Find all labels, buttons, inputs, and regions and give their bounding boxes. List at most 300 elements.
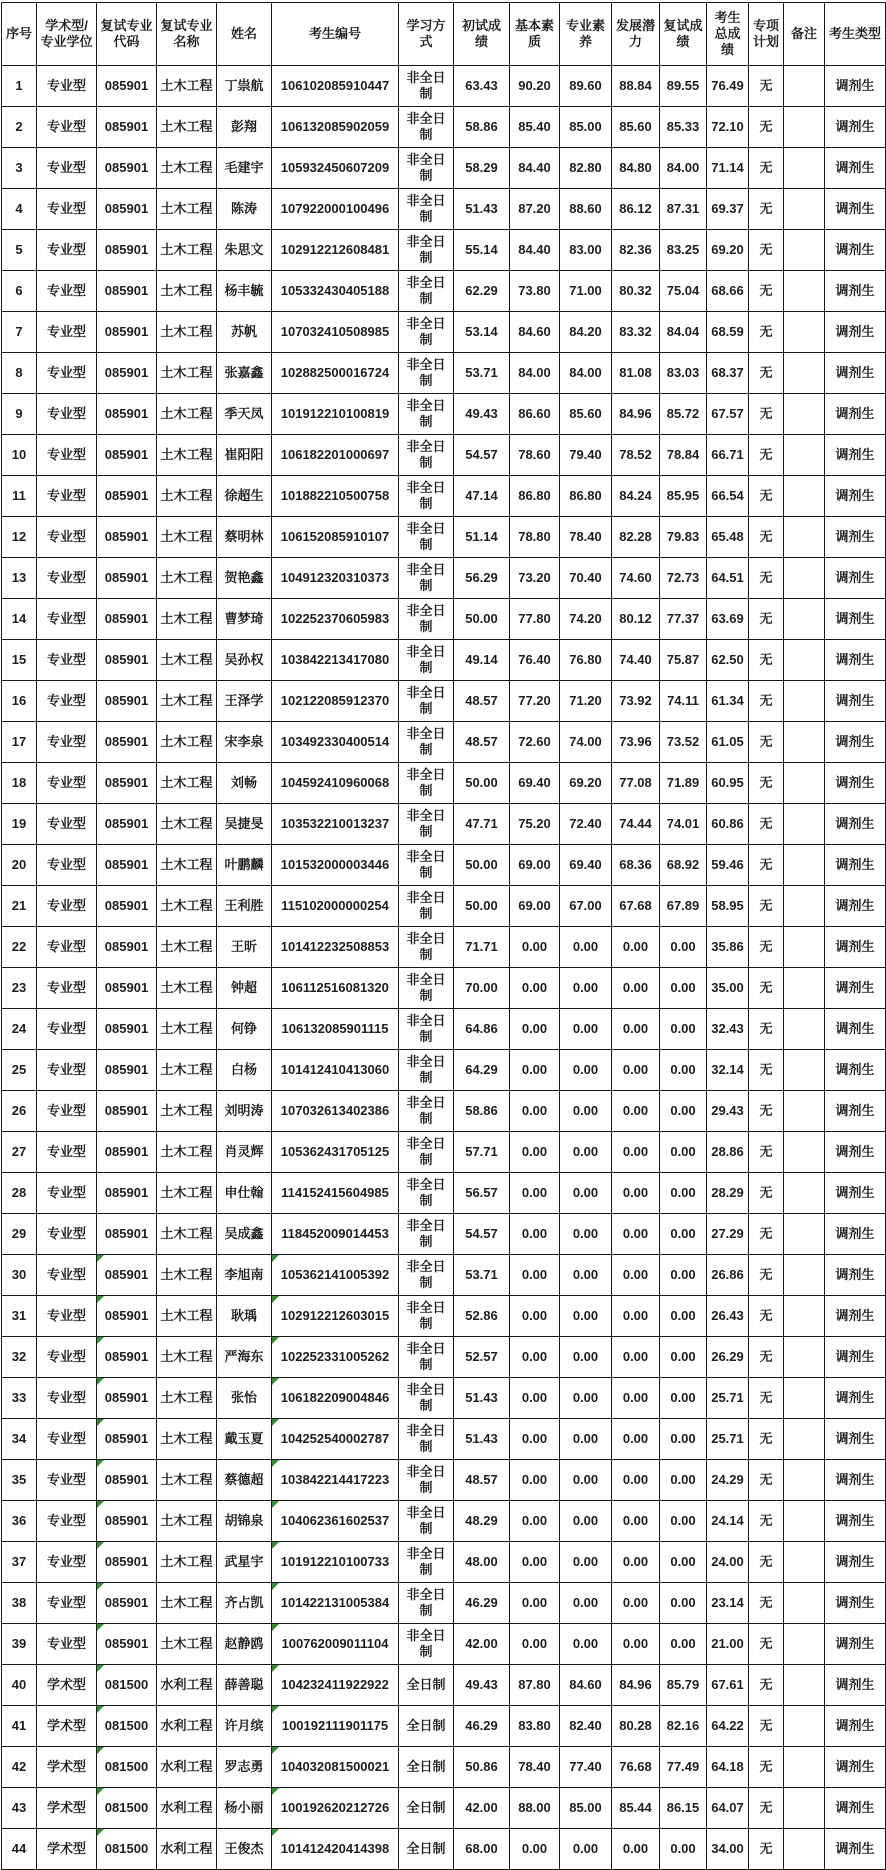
cell-text: 69.20 — [569, 774, 602, 790]
cell-candidate-type — [825, 1788, 886, 1829]
cell-text: 0.00 — [670, 1348, 696, 1364]
cell-text: 专业型 — [46, 733, 86, 749]
cell-text: 80.28 — [619, 1717, 652, 1733]
cell-major-code — [97, 1091, 157, 1132]
cell-text: 无 — [759, 569, 773, 585]
cell-text: 土木工程 — [160, 979, 213, 995]
green-corner-marker-icon — [97, 1665, 104, 1672]
cell-candidate-no — [272, 804, 399, 845]
cell-score-initial — [454, 1460, 510, 1501]
cell-score-retest — [660, 1460, 707, 1501]
table-row — [2, 230, 886, 271]
cell-score-initial — [454, 681, 510, 722]
cell-text: 土木工程 — [160, 692, 213, 708]
cell-score-basic — [510, 271, 560, 312]
cell-text: 王昕 — [230, 938, 257, 954]
cell-text: 85.79 — [666, 1676, 700, 1692]
cell-text: 085901 — [104, 938, 149, 954]
cell-degree-type — [37, 1706, 97, 1747]
cell-text: 全日制 — [406, 1717, 446, 1733]
cell-score-initial — [454, 1296, 510, 1337]
cell-seq — [2, 558, 37, 599]
cell-text: 42.00 — [465, 1799, 498, 1815]
cell-text: 非全日制 — [406, 192, 446, 224]
cell-score-initial — [454, 107, 510, 148]
cell-seq — [2, 1132, 37, 1173]
cell-text: 戴玉夏 — [224, 1430, 264, 1446]
cell-special-plan — [749, 1624, 784, 1665]
cell-text: 085901 — [104, 897, 149, 913]
cell-study-mode — [399, 845, 454, 886]
cell-study-mode — [399, 148, 454, 189]
cell-text: 土木工程 — [160, 282, 213, 298]
cell-score-total — [707, 640, 749, 681]
cell-remark — [784, 148, 825, 189]
cell-text: 0.00 — [521, 1430, 548, 1446]
cell-text: 085901 — [104, 815, 149, 831]
cell-score-total — [707, 804, 749, 845]
table-row — [2, 148, 886, 189]
cell-candidate-no — [272, 1296, 399, 1337]
cell-text: 69.00 — [518, 897, 551, 913]
cell-text: 土木工程 — [160, 1184, 213, 1200]
cell-text: 0.00 — [572, 1184, 599, 1200]
cell-text: 21.00 — [711, 1635, 744, 1651]
cell-score-basic — [510, 640, 560, 681]
cell-major-name — [157, 1296, 217, 1337]
cell-score-total — [707, 1665, 749, 1706]
cell-score-professional — [560, 1378, 612, 1419]
cell-study-mode — [399, 66, 454, 107]
cell-candidate-type — [825, 66, 886, 107]
cell-seq — [2, 1501, 37, 1542]
cell-text: 081500 — [104, 1758, 149, 1774]
cell-seq — [2, 1009, 37, 1050]
cell-score-total — [707, 1255, 749, 1296]
cell-text: 0.00 — [521, 979, 548, 995]
cell-candidate-type — [825, 1132, 886, 1173]
cell-text: 调剂生 — [835, 282, 875, 298]
cell-text: 63.69 — [711, 610, 744, 626]
cell-text: 0.00 — [572, 1594, 599, 1610]
cell-text: 0.00 — [622, 1307, 649, 1323]
cell-score-professional — [560, 1419, 612, 1460]
cell-text: 73.96 — [619, 733, 652, 749]
cell-score-potential — [612, 476, 660, 517]
cell-name — [217, 1255, 272, 1296]
cell-name — [217, 271, 272, 312]
cell-text: 土木工程 — [160, 1512, 213, 1528]
cell-text: 专业型 — [46, 241, 86, 257]
cell-text: 调剂生 — [835, 1348, 875, 1364]
cell-text: 调剂生 — [835, 1020, 875, 1036]
cell-study-mode — [399, 1296, 454, 1337]
cell-text: 非全日制 — [406, 848, 446, 880]
cell-candidate-no — [272, 1337, 399, 1378]
cell-seq — [2, 1296, 37, 1337]
cell-special-plan — [749, 886, 784, 927]
cell-text: 调剂生 — [835, 733, 875, 749]
cell-candidate-no — [272, 312, 399, 353]
cell-remark — [784, 1460, 825, 1501]
cell-candidate-no — [272, 353, 399, 394]
cell-score-basic — [510, 681, 560, 722]
cell-major-code — [97, 66, 157, 107]
cell-score-initial — [454, 763, 510, 804]
cell-text: 76.49 — [711, 77, 744, 93]
cell-text: 0.00 — [572, 1635, 599, 1651]
cell-text: 土木工程 — [160, 323, 213, 339]
cell-special-plan — [749, 927, 784, 968]
cell-text: 调剂生 — [835, 323, 875, 339]
cell-text: 水利工程 — [160, 1717, 213, 1733]
cell-text: 调剂生 — [835, 1553, 875, 1569]
cell-special-plan — [749, 558, 784, 599]
cell-seq — [2, 353, 37, 394]
cell-score-potential — [612, 927, 660, 968]
cell-major-code — [97, 1255, 157, 1296]
cell-text: 54.57 — [465, 446, 498, 462]
cell-text: 无 — [759, 1758, 773, 1774]
table-row — [2, 1050, 886, 1091]
cell-degree-type — [37, 66, 97, 107]
cell-text: 78.40 — [518, 1758, 551, 1774]
cell-text: 72.40 — [569, 815, 602, 831]
cell-text: 085901 — [104, 1020, 149, 1036]
cell-text: 无 — [759, 1512, 773, 1528]
cell-major-code — [97, 230, 157, 271]
cell-text: 50.00 — [465, 856, 498, 872]
cell-degree-type — [37, 804, 97, 845]
cell-text: 83.25 — [666, 241, 700, 257]
cell-candidate-type — [825, 681, 886, 722]
cell-score-initial — [454, 148, 510, 189]
col-header-score-basic: 基本素质 — [510, 3, 560, 66]
cell-remark — [784, 599, 825, 640]
cell-major-code — [97, 1542, 157, 1583]
cell-score-potential — [612, 1501, 660, 1542]
cell-name — [217, 1419, 272, 1460]
cell-text: 0.00 — [521, 938, 548, 954]
table-row — [2, 845, 886, 886]
cell-major-name — [157, 1460, 217, 1501]
cell-text: 专业型 — [46, 1020, 86, 1036]
cell-candidate-no — [272, 722, 399, 763]
cell-remark — [784, 886, 825, 927]
cell-score-potential — [612, 189, 660, 230]
cell-text: 101412420414398 — [280, 1840, 390, 1856]
cell-text: 无 — [759, 77, 773, 93]
cell-text: 56.29 — [465, 569, 498, 585]
cell-degree-type — [37, 517, 97, 558]
cell-candidate-type — [825, 1419, 886, 1460]
cell-score-basic — [510, 1706, 560, 1747]
cell-name — [217, 968, 272, 1009]
cell-score-professional — [560, 640, 612, 681]
cell-text: 0.00 — [622, 1102, 649, 1118]
cell-study-mode — [399, 1665, 454, 1706]
cell-text: 土木工程 — [160, 651, 213, 667]
cell-text: 64.07 — [711, 1799, 744, 1815]
cell-text: 72.60 — [518, 733, 551, 749]
cell-candidate-no — [272, 599, 399, 640]
cell-text: 114152415604985 — [281, 1184, 389, 1200]
cell-score-retest — [660, 1296, 707, 1337]
cell-score-retest — [660, 1009, 707, 1050]
cell-text: 20 — [11, 856, 27, 872]
cell-score-total — [707, 1706, 749, 1747]
cell-degree-type — [37, 1501, 97, 1542]
cell-major-name — [157, 107, 217, 148]
cell-score-basic — [510, 1829, 560, 1870]
cell-study-mode — [399, 763, 454, 804]
cell-candidate-no — [272, 1829, 399, 1870]
cell-seq — [2, 1542, 37, 1583]
cell-candidate-type — [825, 189, 886, 230]
cell-text: 钟超 — [230, 979, 257, 995]
cell-score-potential — [612, 763, 660, 804]
cell-text: 85.60 — [569, 405, 602, 421]
cell-major-name — [157, 1706, 217, 1747]
cell-study-mode — [399, 640, 454, 681]
cell-text: 0.00 — [622, 1471, 649, 1487]
cell-special-plan — [749, 271, 784, 312]
cell-text: 77.80 — [518, 610, 551, 626]
cell-text: 土木工程 — [160, 1143, 213, 1159]
cell-score-potential — [612, 1050, 660, 1091]
cell-text: 085901 — [104, 1348, 149, 1364]
cell-candidate-no — [272, 1542, 399, 1583]
cell-text: 104912320310373 — [280, 569, 390, 585]
cell-major-name — [157, 1501, 217, 1542]
cell-score-potential — [612, 681, 660, 722]
cell-score-total — [707, 1419, 749, 1460]
cell-text: 73.52 — [666, 733, 700, 749]
col-header-major-name: 复试专业名称 — [157, 3, 217, 66]
cell-text: 非全日制 — [406, 151, 446, 183]
cell-text: 刘畅 — [230, 774, 257, 790]
col-header-candidate-no: 考生编号 — [272, 3, 399, 66]
cell-major-code — [97, 353, 157, 394]
cell-degree-type — [37, 271, 97, 312]
cell-major-code — [97, 312, 157, 353]
cell-text: 50.00 — [465, 897, 498, 913]
cell-score-professional — [560, 189, 612, 230]
cell-name — [217, 312, 272, 353]
cell-remark — [784, 107, 825, 148]
cell-text: 48.57 — [465, 692, 498, 708]
col-header-degree-type: 学术型/专业学位 — [37, 3, 97, 66]
cell-degree-type — [37, 394, 97, 435]
cell-text: 土木工程 — [160, 1020, 213, 1036]
cell-text: 0.00 — [622, 938, 649, 954]
cell-text: 专业型 — [46, 282, 86, 298]
cell-text: 77.40 — [569, 1758, 602, 1774]
cell-score-potential — [612, 1542, 660, 1583]
cell-text: 71.00 — [569, 282, 602, 298]
cell-name — [217, 517, 272, 558]
cell-score-basic — [510, 763, 560, 804]
cell-text: 4 — [15, 200, 23, 216]
cell-degree-type — [37, 312, 97, 353]
cell-text: 78.80 — [518, 528, 551, 544]
cell-text: 085901 — [104, 159, 149, 175]
cell-special-plan — [749, 189, 784, 230]
cell-text: 82.80 — [569, 159, 602, 175]
cell-text: 74.60 — [619, 569, 652, 585]
cell-text: 67.89 — [666, 897, 700, 913]
cell-study-mode — [399, 804, 454, 845]
cell-score-retest — [660, 394, 707, 435]
cell-candidate-no — [272, 968, 399, 1009]
cell-remark — [784, 1501, 825, 1542]
cell-score-professional — [560, 66, 612, 107]
cell-text: 调剂生 — [835, 610, 875, 626]
cell-name — [217, 681, 272, 722]
cell-seq — [2, 845, 37, 886]
cell-score-initial — [454, 1050, 510, 1091]
cell-text: 68.66 — [711, 282, 744, 298]
cell-text: 学术型 — [46, 1840, 86, 1856]
cell-score-professional — [560, 558, 612, 599]
header-row — [2, 3, 886, 66]
cell-text: 专业型 — [46, 77, 86, 93]
cell-text: 60.86 — [711, 815, 744, 831]
cell-candidate-type — [825, 1747, 886, 1788]
cell-score-total — [707, 1132, 749, 1173]
cell-text: 0.00 — [572, 1471, 599, 1487]
cell-text: 0.00 — [670, 979, 696, 995]
cell-score-retest — [660, 1624, 707, 1665]
cell-text: 085901 — [104, 405, 149, 421]
cell-special-plan — [749, 1378, 784, 1419]
cell-special-plan — [749, 968, 784, 1009]
cell-text: 非全日制 — [406, 233, 446, 265]
cell-special-plan — [749, 1501, 784, 1542]
cell-text: 无 — [759, 1143, 773, 1159]
table-row — [2, 1009, 886, 1050]
cell-remark — [784, 66, 825, 107]
cell-special-plan — [749, 394, 784, 435]
cell-name — [217, 640, 272, 681]
cell-text: 68.36 — [619, 856, 652, 872]
cell-candidate-no — [272, 845, 399, 886]
cell-major-code — [97, 599, 157, 640]
table-row — [2, 435, 886, 476]
cell-score-potential — [612, 1460, 660, 1501]
cell-score-potential — [612, 1255, 660, 1296]
cell-text: 0.00 — [521, 1143, 548, 1159]
cell-score-professional — [560, 1009, 612, 1050]
cell-remark — [784, 1419, 825, 1460]
cell-text: 土木工程 — [160, 1061, 213, 1077]
cell-text: 52.86 — [465, 1307, 498, 1323]
cell-text: 69.00 — [518, 856, 551, 872]
cell-name — [217, 886, 272, 927]
cell-major-name — [157, 1665, 217, 1706]
cell-text: 0.00 — [670, 1225, 696, 1241]
cell-text: 84.00 — [569, 364, 602, 380]
cell-score-total — [707, 1460, 749, 1501]
cell-score-total — [707, 517, 749, 558]
cell-score-initial — [454, 804, 510, 845]
cell-score-potential — [612, 845, 660, 886]
cell-text: 57.71 — [465, 1143, 498, 1159]
cell-major-code — [97, 1788, 157, 1829]
cell-seq — [2, 1050, 37, 1091]
cell-score-potential — [612, 1296, 660, 1337]
cell-score-potential — [612, 599, 660, 640]
cell-score-professional — [560, 1665, 612, 1706]
cell-text: 085901 — [104, 118, 149, 134]
cell-text: 白杨 — [230, 1061, 257, 1077]
cell-score-professional — [560, 1788, 612, 1829]
cell-score-initial — [454, 312, 510, 353]
cell-candidate-type — [825, 1255, 886, 1296]
cell-score-professional — [560, 148, 612, 189]
cell-text: 085901 — [104, 1471, 149, 1487]
cell-score-initial — [454, 1624, 510, 1665]
cell-candidate-no — [272, 1624, 399, 1665]
cell-major-name — [157, 722, 217, 763]
cell-major-name — [157, 1173, 217, 1214]
cell-text: 77.49 — [666, 1758, 700, 1774]
cell-major-code — [97, 763, 157, 804]
cell-text: 专业型 — [46, 323, 86, 339]
cell-name — [217, 804, 272, 845]
cell-text: 85.00 — [569, 118, 602, 134]
cell-text: 无 — [759, 938, 773, 954]
cell-degree-type — [37, 148, 97, 189]
cell-candidate-no — [272, 1091, 399, 1132]
cell-score-professional — [560, 722, 612, 763]
cell-text: 25.71 — [711, 1389, 744, 1405]
cell-text: 土木工程 — [160, 1635, 213, 1651]
cell-text: 无 — [759, 241, 773, 257]
cell-text: 48.57 — [465, 1471, 498, 1487]
cell-text: 71.14 — [711, 159, 744, 175]
cell-seq — [2, 1747, 37, 1788]
cell-name — [217, 107, 272, 148]
cell-text: 无 — [759, 610, 773, 626]
cell-text: 非全日制 — [406, 520, 446, 552]
cell-text: 非全日制 — [406, 1627, 446, 1659]
cell-score-basic — [510, 1583, 560, 1624]
cell-score-retest — [660, 1419, 707, 1460]
cell-text: 土木工程 — [160, 610, 213, 626]
cell-text: 0.00 — [572, 1512, 599, 1528]
cell-score-basic — [510, 1337, 560, 1378]
cell-seq — [2, 1173, 37, 1214]
table-row — [2, 107, 886, 148]
cell-remark — [784, 640, 825, 681]
cell-degree-type — [37, 189, 97, 230]
cell-special-plan — [749, 1214, 784, 1255]
green-corner-marker-icon — [97, 1501, 104, 1508]
cell-name — [217, 763, 272, 804]
cell-text: 非全日制 — [406, 1053, 446, 1085]
cell-text: 无 — [759, 1430, 773, 1446]
cell-text: 106132085901115 — [281, 1020, 389, 1036]
cell-score-basic — [510, 312, 560, 353]
cell-major-code — [97, 927, 157, 968]
cell-text: 085901 — [104, 364, 149, 380]
cell-remark — [784, 1665, 825, 1706]
cell-study-mode — [399, 722, 454, 763]
cell-text: 薛善聪 — [224, 1676, 264, 1692]
cell-text: 88.84 — [619, 77, 652, 93]
cell-score-basic — [510, 1665, 560, 1706]
